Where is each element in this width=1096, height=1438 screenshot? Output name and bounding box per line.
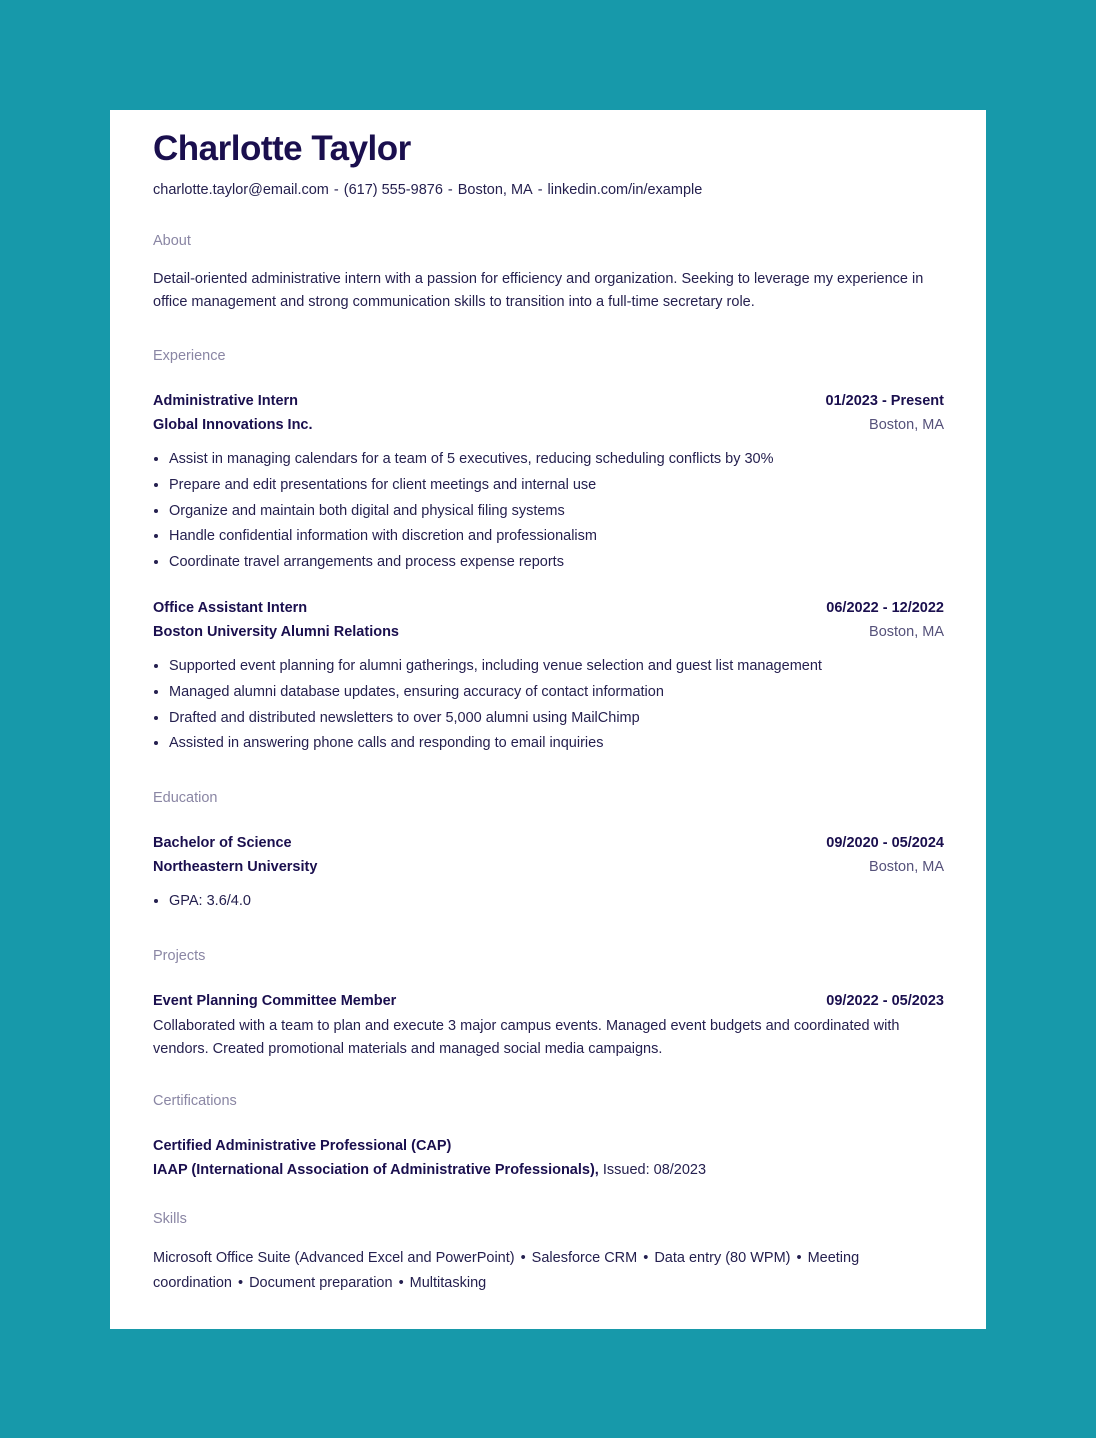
contact-separator: - — [447, 182, 453, 198]
email-link[interactable]: charlotte.taylor@email.com — [153, 182, 329, 198]
skills-list — [153, 1246, 944, 1296]
certification-issuer-line — [153, 1158, 944, 1182]
job-location: Boston, MA — [869, 623, 944, 640]
skill-separator: • — [520, 1249, 526, 1266]
contact-separator: - — [537, 182, 543, 198]
section-title-about: About — [153, 233, 191, 249]
skill-item: Document preparation — [249, 1274, 393, 1291]
skill-item: Microsoft Office Suite (Advanced Excel and PowerPoint) — [153, 1249, 515, 1266]
experience-entry — [153, 389, 944, 576]
list-item: • Handle confidential information with discretion and professionalism — [169, 524, 944, 550]
project-entry — [153, 989, 944, 1061]
list-item: • Organize and maintain both digital and physical filing systems — [169, 499, 944, 525]
certification-issuer: IAAP (International Association of Administrative Professionals), — [153, 1161, 599, 1178]
list-item: • Managed alumni database updates, ensuring accuracy of contact information — [169, 680, 944, 706]
project-dates: 09/2022 - 05/2023 — [826, 992, 944, 1009]
skill-item: Salesforce CRM — [531, 1249, 638, 1266]
education-entry — [153, 831, 944, 915]
section-title-education: Education — [153, 790, 218, 807]
section-title-skills: Skills — [153, 1210, 187, 1227]
list-item: • Supported event planning for alumni gatherings, including venue selection and guest list management — [169, 654, 944, 680]
job-role: Administrative Intern — [153, 393, 299, 409]
list-item: • Drafted and distributed newsletters to over 5,000 alumni using MailChimp — [169, 706, 944, 732]
contact-separator: - — [333, 182, 339, 198]
certification-entry — [153, 1134, 944, 1182]
project-name: Event Planning Committee Member — [153, 992, 397, 1009]
list-item: • GPA: 3.6/4.0 — [169, 889, 944, 915]
candidate-name: Charlotte Taylor — [153, 129, 411, 168]
job-dates: 01/2023 - Present — [825, 393, 944, 409]
resume-page — [110, 110, 986, 1329]
job-company: Global Innovations Inc. — [153, 417, 313, 433]
job-role: Office Assistant Intern — [153, 599, 308, 616]
section-title-projects: Projects — [153, 947, 206, 964]
project-description: Collaborated with a team to plan and execute 3 major campus events. Managed event budgets and coordinated with vendors. Created promotional materials and managed social media campaigns. — [153, 1017, 900, 1057]
list-item: • Assisted in answering phone calls and responding to email inquiries — [169, 731, 944, 757]
skill-item: Meeting coordination — [153, 1249, 860, 1291]
section-title-certifications: Certifications — [153, 1092, 237, 1109]
list-item: • Assist in managing calendars for a team of 5 executives, reducing scheduling conflicts by 30% — [169, 447, 944, 473]
about-text: Detail-oriented administrative intern with a passion for efficiency and organization. Seeking to leverage my experience in office management and strong communication skills to transition into a full-time secretary role. — [153, 271, 924, 310]
skill-separator: • — [398, 1274, 404, 1291]
job-bullets — [153, 447, 944, 576]
school-location: Boston, MA — [869, 859, 944, 876]
skill-item: Data entry (80 WPM) — [654, 1249, 791, 1266]
education-bullets — [153, 889, 944, 915]
skill-separator: • — [238, 1274, 244, 1291]
skill-item: Multitasking — [409, 1274, 487, 1291]
job-location: Boston, MA — [869, 417, 944, 433]
list-item: • Coordinate travel arrangements and process expense reports — [169, 550, 944, 576]
certification-name: Certified Administrative Professional (CAP) — [153, 1137, 452, 1154]
section-title-experience: Experience — [153, 348, 226, 364]
degree-name: Bachelor of Science — [153, 835, 292, 852]
list-item: • Prepare and edit presentations for client meetings and internal use — [169, 473, 944, 499]
phone-number: (617) 555-9876 — [343, 182, 443, 198]
contact-line — [153, 181, 944, 199]
skill-separator: • — [643, 1249, 649, 1266]
job-bullets — [153, 654, 944, 757]
experience-entry — [153, 596, 944, 757]
job-company: Boston University Alumni Relations — [153, 623, 399, 640]
linkedin-link[interactable]: linkedin.com/in/example — [547, 182, 703, 198]
education-dates: 09/2020 - 05/2024 — [826, 835, 944, 852]
job-dates: 06/2022 - 12/2022 — [826, 599, 944, 616]
school-name: Northeastern University — [153, 859, 318, 876]
skill-separator: • — [796, 1249, 802, 1266]
location-text: Boston, MA — [457, 182, 533, 198]
certification-issued-date: Issued: 08/2023 — [602, 1161, 707, 1178]
